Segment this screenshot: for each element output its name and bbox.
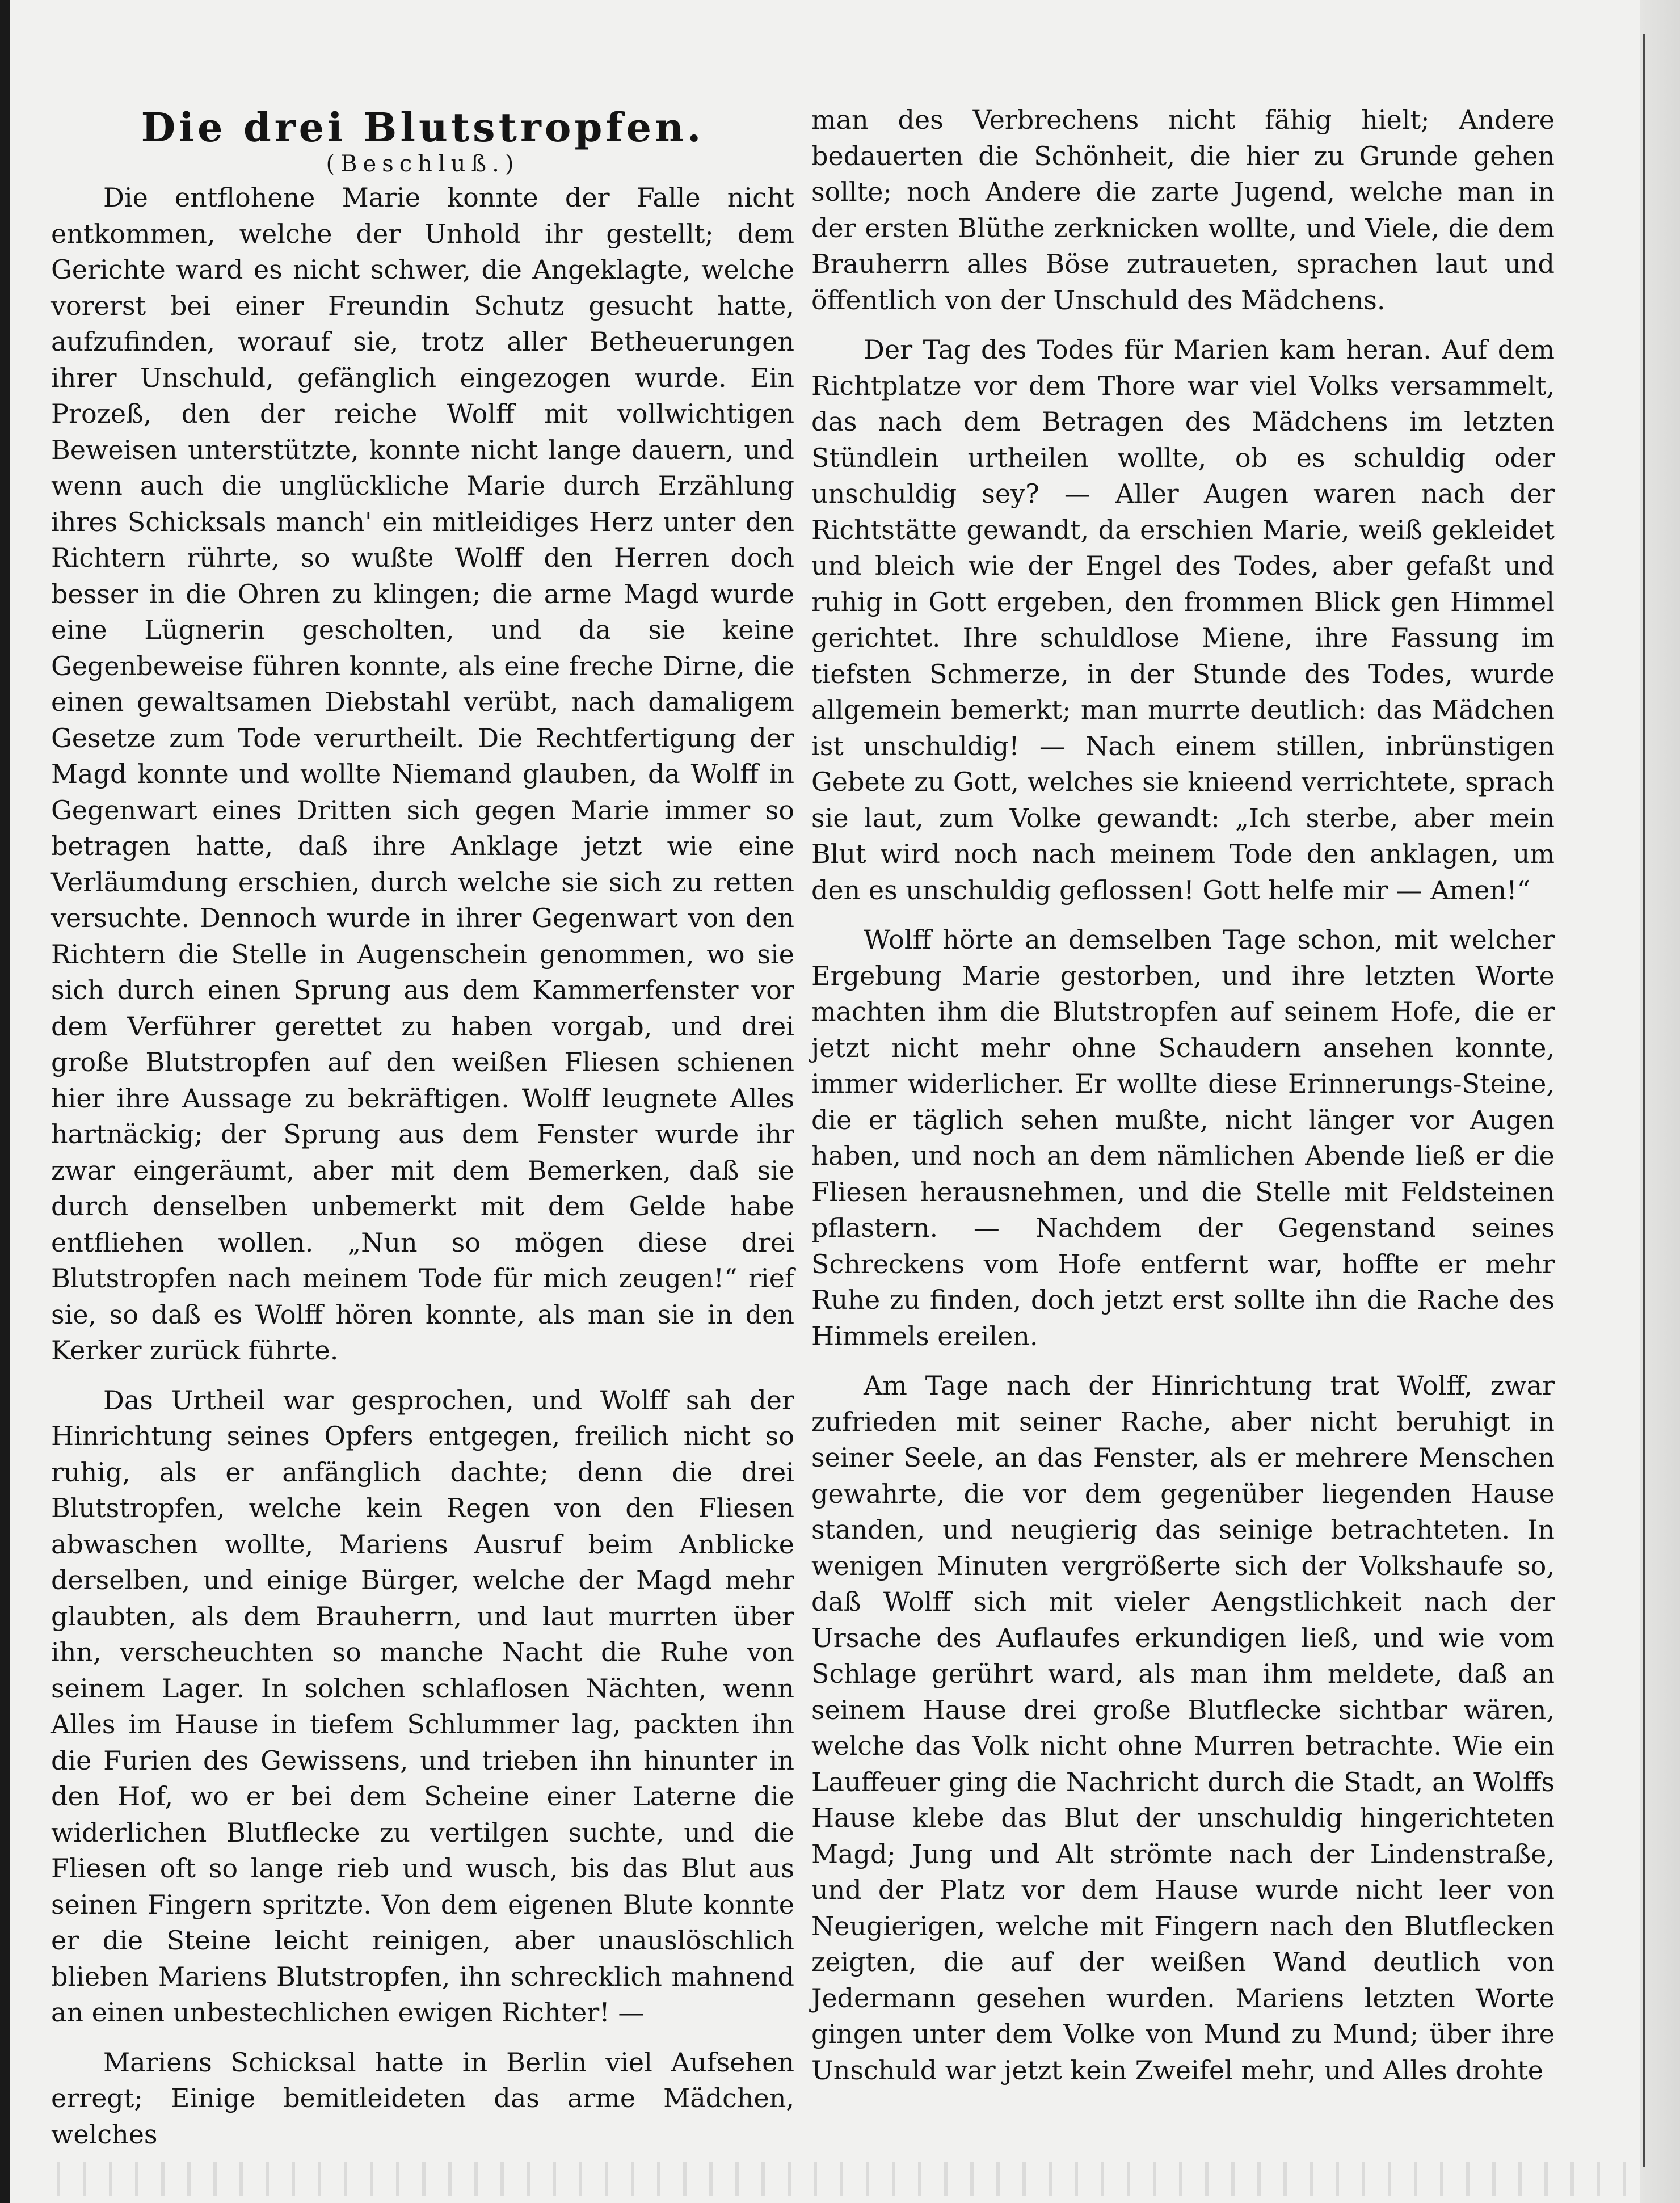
scan-right-gutter	[1640, 0, 1680, 2203]
paragraph-continued: man des Verbrechens nicht fähig hielt; Andere bedauerten die Schönheit, die hier zu Grunde gehen sollte; noch Andere die zarte Jugend, welche man in der ersten Blüthe zerknicken wollte, und Viele, die dem Brauherrn alles Böse zutraueten, sprachen laut und öffentlich von der Unschuld des Mädchens.	[811, 104, 1555, 315]
left-column	[51, 102, 794, 2166]
article-title: Die drei Blutstropfen.	[141, 104, 705, 151]
paragraph: Mariens Schicksal hatte in Berlin viel Aufsehen erregt; Einige bemitleideten das arme Mädchen, welches	[51, 2046, 794, 2150]
paragraph: Das Urtheil war gesprochen, und Wolff sah der Hinrichtung seines Opfers entgegen, freilich nicht so ruhig, als er anfänglich dachte; denn die drei Blutstropfen, welche kein Regen von den Fliesen abwaschen wollte, Mariens Ausruf beim Anblicke derselben, und einige Bürger, welche der Magd mehr glaubten, als dem Brauherrn, und laut murrten über ihn, verscheuchten so manche Nacht die Ruhe von seinem Lager. In solchen schlaflosen Nächten, wenn Alles im Hause in tiefem Schlummer lag, packten ihn die Furien des Gewissens, und trieben ihn hinunter in den Hof, wo er bei dem Scheine einer Laterne die widerlichen Blutflecke zu vertilgen suchte, und die Fliesen oft so lange rieb und wusch, bis das Blut aus seinen Fingern spritzte. Von dem eigenen Blute konnte er die Steine leicht reinigen, aber unauslöschlich blieben Mariens Blutstropfen, ihn schrecklich mahnend an einen unbestechlichen ewigen Richter! —	[51, 1384, 794, 2028]
right-column	[811, 102, 1555, 2102]
scan-gutter-line	[1643, 34, 1645, 2167]
paragraph: Wolff hörte an demselben Tage schon, mit welcher Ergebung Marie gestorben, und ihre letzten Worte machten ihm die Blutstropfen auf seinem Hofe, die er jetzt nicht mehr ohne Schaudern ansehen konnte, immer widerlicher. Er wollte diese Erinnerungs-Steine, die er täglich sehen mußte, nicht länger vor Augen haben, und noch an dem nämlichen Abende ließ er die Fliesen herausnehmen, und die Stelle mit Feldsteinen pflastern. — Nachdem der Gegenstand seines Schreckens vom Hofe entfernt war, hoffte er mehr Ruhe zu finden, doch jetzt erst sollte ihn die Rache des Himmels ereilen.	[811, 924, 1555, 1351]
paragraph: Der Tag des Todes für Marien kam heran. Auf dem Richtplatze vor dem Thore war viel Volks versammelt, das nach dem Betragen des Mädchens im letzten Stündlein urtheilen wollte, ob es schuldig oder unschuldig sey? — Aller Augen waren nach der Richtstätte gewandt, da erschien Marie, weiß gekleidet und bleich wie der Engel des Todes, aber gefaßt und ruhig in Gott ergeben, den frommen Blick gen Himmel gerichtet. Ihre schuldlose Miene, ihre Fassung im tiefsten Schmerze, in der Stunde des Todes, wurde allgemein bemerkt; man murrte deutlich: das Mädchen ist unschuldig! — Nach einem stillen, inbrünstigen Gebete zu Gott, welches sie knieend verrichtete, sprach sie laut, zum Volke gewandt: „Ich sterbe, aber mein Blut wird noch nach meinem Tode den anklagen, um den es unschuldig geflossen! Gott helfe mir — Amen!“	[811, 334, 1555, 905]
scan-bottom-noise	[34, 2162, 1634, 2196]
article-subtitle: (Beschluß.)	[326, 151, 520, 177]
paragraph: Die entflohene Marie konnte der Falle nicht entkommen, welche der Unhold ihr gestellt; dem Gerichte ward es nicht schwer, die Angeklagte, welche vorerst bei einer Freundin Schutz gesucht hatte, aufzufinden, worauf sie, trotz aller Betheuerungen ihrer Unschuld, gefänglich eingezogen wurde. Ein Prozeß, den der reiche Wolff mit vollwichtigen Beweisen unterstützte, konnte nicht lange dauern, und wenn auch die unglückliche Marie durch Erzählung ihres Schicksals manch' ein mitleidiges Herz unter den Richtern rührte, so wußte Wolff den Herren doch besser in die Ohren zu klingen; die arme Magd wurde eine Lügnerin gescholten, und da sie keine Gegenbeweise führen konnte, als eine freche Dirne, die einen gewaltsamen Diebstahl verübt, nach damaligem Gesetze zum Tode verurtheilt. Die Rechtfertigung der Magd konnte und wollte Niemand glauben, da Wolff in Gegenwart eines Dritten sich gegen Marie immer so betragen hatte, daß ihre Anklage jetzt wie eine Verläumdung erschien, durch welche sie sich zu retten versuchte. Dennoch wurde in ihrer Gegenwart von den Richtern die Stelle in Augenschein genommen, wo sie sich durch einen Sprung aus dem Kammerfenster vor dem Verführer gerettet zu haben vorgab, und drei große Blutstropfen auf den weißen Fliesen schienen hier ihre Aussage zu bekräftigen. Wolff leugnete Alles hartnäckig; der Sprung aus dem Fenster wurde ihr zwar eingeräumt, aber mit dem Bemerken, daß sie durch denselben unbemerkt mit dem Gelde habe entfliehen wollen. „Nun so mögen diese drei Blutstropfen nach meinem Tode für mich zeugen!“ rief sie, so daß es Wolff hören konnte, als man sie in den Kerker zurück führte.	[51, 182, 794, 1366]
paragraph: Am Tage nach der Hinrichtung trat Wolff, zwar zufrieden mit seiner Rache, aber nicht beruhigt in seiner Seele, an das Fenster, als er mehrere Menschen gewahrte, die vor dem gegenüber liegenden Hause standen, und neugierig das seinige betrachteten. In wenigen Minuten vergrößerte sich der Volkshaufe so, daß Wolff sich mit vieler Aengstlichkeit nach der Ursache des Auflaufes erkundigen ließ, und wie vom Schlage gerührt ward, als man ihm meldete, daß an seinem Hause drei große Blutflecke sichtbar wären, welche das Volk nicht ohne Murren betrachte. Wie ein Lauffeuer ging die Nachricht durch die Stadt, an Wolffs Hause klebe das Blut der unschuldig hingerichteten Magd; Jung und Alt strömte nach der Lindenstraße, und der Platz vor dem Hause wurde nicht leer von Neugierigen, welche mit Fingern nach den Blutflecken zeigten, die auf der weißen Wand deutlich von Jedermann gesehen wurden. Mariens letzten Worte gingen unter dem Volke von Mund zu Mund; über ihre Unschuld war jetzt kein Zweifel mehr, und Alles drohte	[811, 1370, 1555, 2086]
scan-left-border	[0, 0, 10, 2203]
